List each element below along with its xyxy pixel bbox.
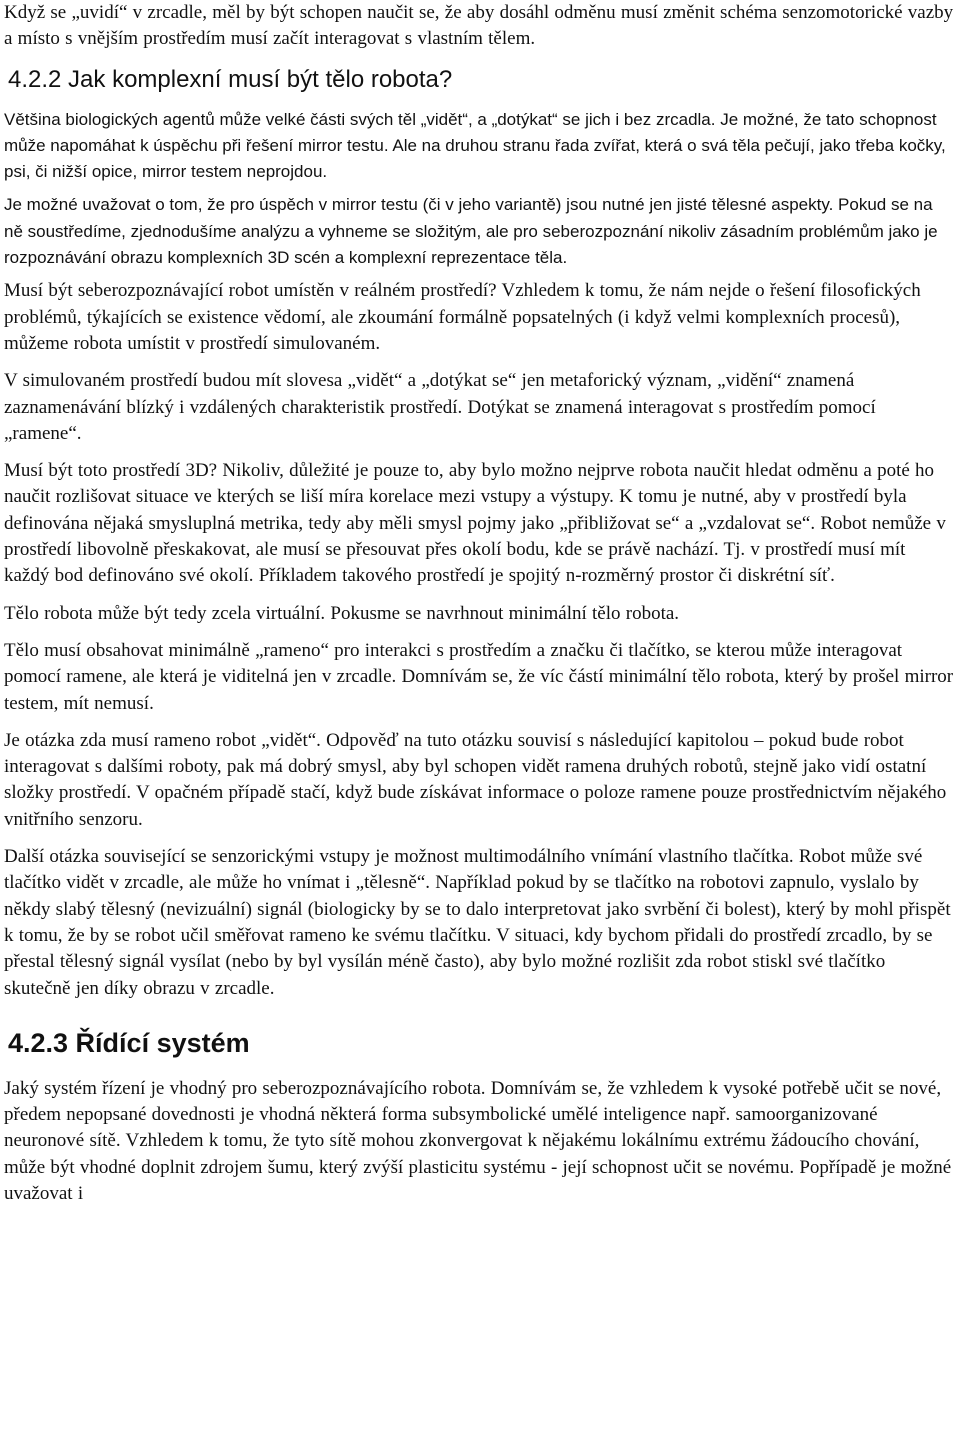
multimodal-paragraph: Další otázka související se senzorickými vstupy je možnost multimodálního vnímání vlastního tlačítka. Robot může své tlačítko vidět v zrcadle, ale může ho vnímat i „tělesně“. Například pokud by se tlačítko na robotovi zapnulo, vyslalo by někdy slabý tělesný (nevizuální) signál (biologicky by se to dalo interpretovat jako svrbění či bolest), který by mohl přispět k tomu, že by se robot učil směřovat rameno ke svému tlačítku. V situaci, kdy bychom přidali do prostředí zrcadlo, by se přestal tělesný signál vysílat (nebo by byl vysílán méně často), aby bylo možné rozlišit zda robot stiskl své tlačítko skutečně jen díky obrazu v zrcadle.: [4, 846, 951, 999]
body-aspects-paragraph: [4, 192, 956, 271]
body-aspects-serif-sentence: Pokud se na ně soustředíme, zjednodušíme analýzu a vyhneme se složitým, ale pro seberozpoznání nikoliv zásadním problémům jako je rozpoznávání obrazu komplexních 3D scén a komplexní reprezentace těla.: [4, 195, 938, 268]
section-heading-4-2-2: 4.2.2 Jak komplexní musí být tělo robota?: [8, 65, 453, 93]
body-aspects-sans-sentence: Je možné uvažovat o tom, že pro úspěch v mirror testu (či v jeho variantě) jsou nutné jen jisté tělesné aspekty.: [4, 195, 834, 215]
real-environment-paragraph: Musí být seberozpoznávající robot umístěn v reálném prostředí? Vzhledem k tomu, že nám nejde o řešení filosofických problémů, týkajících se existence vědomí, ale zkoumání formálně popsatelných (i když velmi komplexních procesů), můžeme robota umístit v prostředí simulovaném.: [4, 280, 921, 354]
seeing-arm-paragraph: Je otázka zda musí rameno robot „vidět“. Odpověď na tuto otázku souvisí s následující kapitolou – pokud bude robot interagovat s dalšími roboty, pak má dobrý smysl, aby byl schopen vidět ramena druhých robotů, stejně jako vidí ostatní složky prostředí. V opačném případě stačí, když bude získávat informace o poloze ramene pouze prostřednictvím nějakého vnitřního senzoru.: [4, 729, 947, 830]
intro-paragraph: Když se „uvidí“ v zrcadle, měl by být schopen naučit se, že aby dosáhl odměnu musí změnit schéma senzomotorické vazby a místo s vnějším prostředím musí začít interagovat s vlastním tělem.: [4, 2, 954, 50]
control-system-paragraph: Jaký systém řízení je vhodný pro seberozpoznávajícího robota. Domnívám se, že vzhledem k vysoké potřebě učit se nové, předem nepopsané dovednosti je vhodná některá forma subsymbolické umělé inteligence např. samoorganizované neuronové sítě. Vzhledem k tomu, že tyto sítě mohou zkonvergovat k nějakému lokálnímu extrému žádoucího chování, může být vhodné doplnit zdrojem šumu, který zvýší plasticitu systému - její schopnost učit se novému. Popřípadě je možné uvažovat i: [4, 1077, 952, 1204]
arm-button-paragraph: Tělo musí obsahovat minimálně „rameno“ pro interakci s prostředím a značku či tlačítko, se kterou může interagovat pomocí ramene, ale která je viditelná jen v zrcadle. Domnívám se, že víc částí minimální tělo robota, který by prošel mirror testem, mít nemusí.: [4, 639, 954, 714]
dimension-paragraph: Musí být toto prostředí 3D? Nikoliv, důležité je pouze to, aby bylo možno nejprve robota naučit hledat odměnu a poté ho naučit rozlišovat situace ve kterých se liší míra korelace mezi vstupy a výstupy. K tomu je nutné, aby v prostředí byla definována nějaká smysluplná metrika, tedy aby měli smysl pojmy jako „přibližovat se“ a „vzdalovat se“. Robot nemůže v prostředí libovolně přeskakovat, ale musí se přesouvat přes okolí bodu, kde se právě nachází. Tj. v prostředí musí mít každý bod definováno své okolí. Příkladem takového prostředí je spojitý n-rozměrný prostor či diskrétní síť.: [4, 460, 946, 587]
simulated-environment-paragraph: V simulovaném prostředí budou mít slovesa „vidět“ a „dotýkat se“ jen metaforický význam, „vidění“ znamená zaznamenávání blízký i vzdálených charakteristik prostředí. Dotýkat se znamená interagovat s prostředím pomocí „ramene“.: [4, 370, 876, 444]
biological-agents-paragraph: Většina biologických agentů může velké části svých těl „vidět“, a „dotýkat“ se jich i bez zrcadla. Je možné, že tato schopnost může napomáhat k úspěchu při řešení mirror testu. Ale na druhou stranu řada zvířat, která o svá těla pečují, jako třeba kočky, psi, či nižší opice, mirror testem neprojdou.: [4, 109, 946, 182]
document-page: [4, 0, 956, 1218]
section-heading-4-2-3: 4.2.3 Řídící systém: [8, 1027, 250, 1058]
virtual-body-paragraph: Tělo robota může být tedy zcela virtuální. Pokusme se navrhnout minimální tělo robota.: [4, 602, 680, 624]
